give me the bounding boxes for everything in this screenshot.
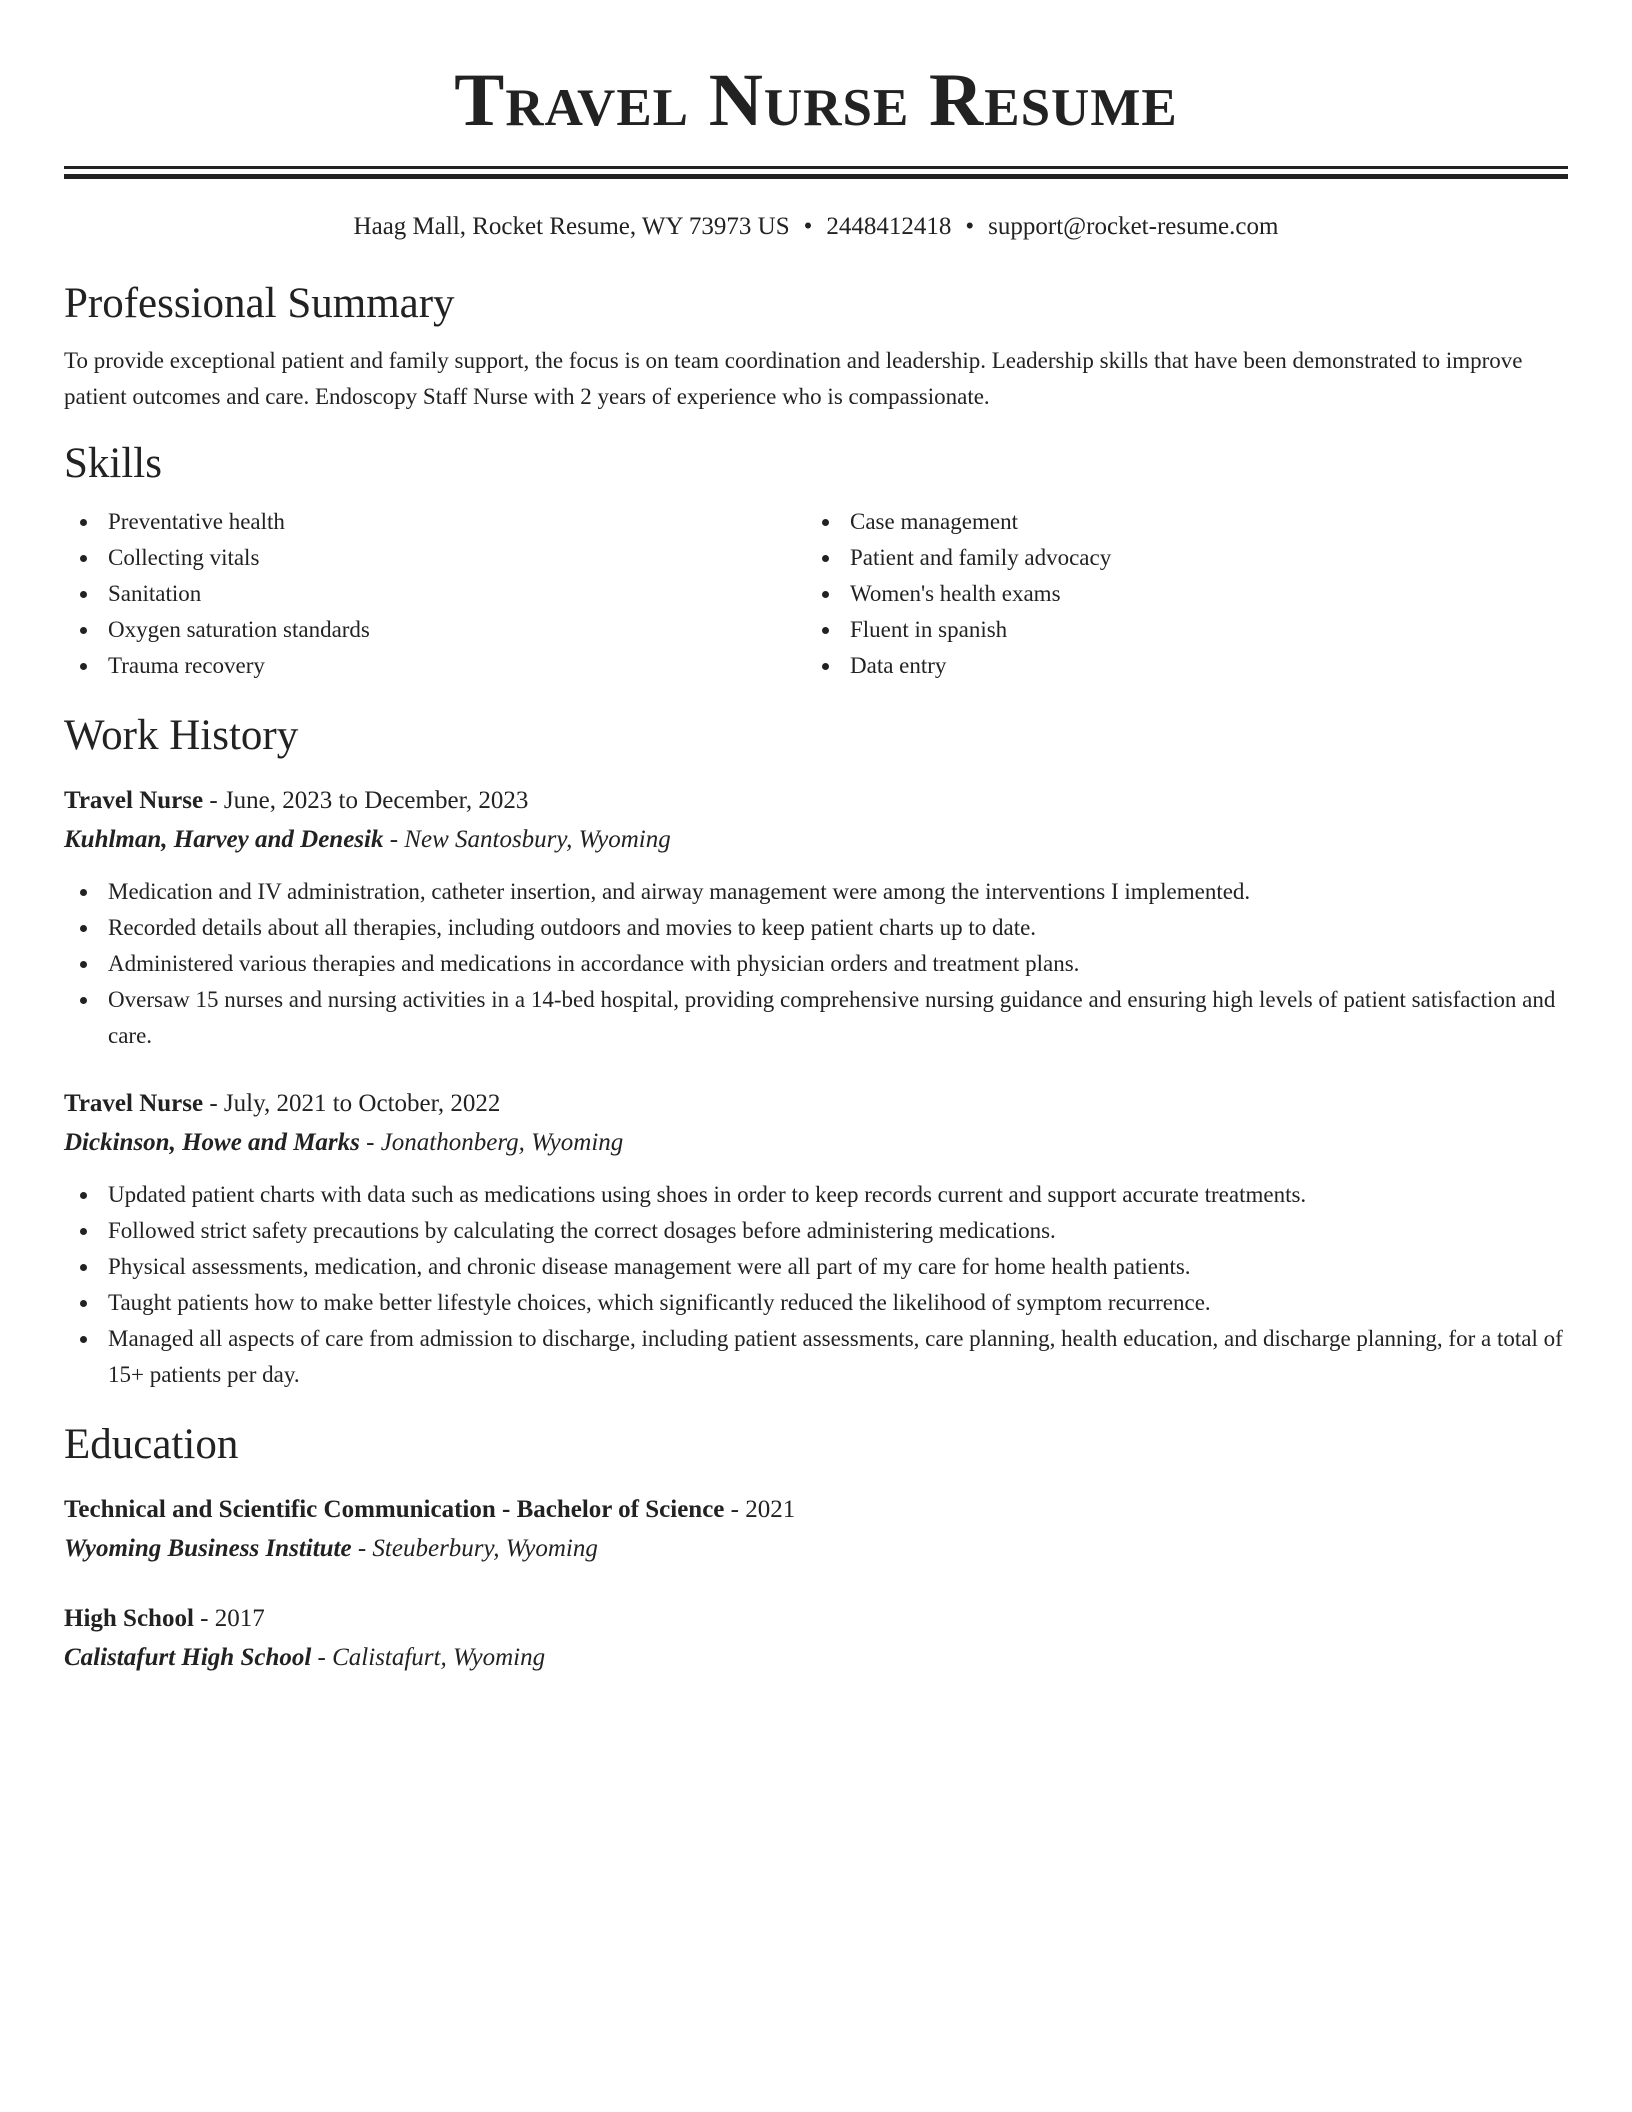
education-institution xyxy=(64,1529,1568,1568)
skill-item: Preventative health xyxy=(64,504,806,540)
section-title-summary: Professional Summary xyxy=(64,280,455,327)
title-divider-bottom xyxy=(64,174,1568,179)
skill-item: Collecting vitals xyxy=(64,540,806,576)
skills-list xyxy=(64,504,1568,684)
section-title-work-history: Work History xyxy=(64,712,299,759)
job-location: - New Santosbury, Wyoming xyxy=(383,826,671,853)
job-duty: Taught patients how to make better lifestyle choices, which significantly reduced the likelihood of symptom recurrence. xyxy=(64,1285,1568,1321)
section-title-skills: Skills xyxy=(64,440,162,487)
education-heading xyxy=(64,1599,1568,1638)
skill-item: Patient and family advocacy xyxy=(806,540,1548,576)
education-location: - Steuberbury, Wyoming xyxy=(351,1535,598,1562)
job-duty: Recorded details about all therapies, including outdoors and movies to keep patient charts up to date. xyxy=(64,910,1568,946)
contact-email: support@rocket-resume.com xyxy=(988,213,1279,240)
job-employer xyxy=(64,820,1568,859)
job-duty: Oversaw 15 nurses and nursing activities in a 14-bed hospital, providing comprehensive nursing guidance and ensuring high levels of patient satisfaction and care. xyxy=(64,982,1568,1054)
title-divider-top xyxy=(64,166,1568,169)
contact-phone: 2448412418 xyxy=(826,213,952,240)
resume-title: Travel Nurse Resume xyxy=(454,59,1178,142)
job-duty: Medication and IV administration, catheter insertion, and airway management were among the interventions I implemented. xyxy=(64,874,1568,910)
skill-item: Fluent in spanish xyxy=(806,612,1548,648)
skill-item: Sanitation xyxy=(64,576,806,612)
education-heading xyxy=(64,1490,1568,1529)
job-position: Travel Nurse xyxy=(64,1090,204,1117)
contact-separator: • xyxy=(965,213,975,240)
job-duty: Administered various therapies and medications in accordance with physician orders and treatment plans. xyxy=(64,946,1568,982)
education-degree: High School xyxy=(64,1605,194,1632)
contact-address: Haag Mall, Rocket Resume, WY 73973 US xyxy=(353,213,790,240)
skill-item: Women's health exams xyxy=(806,576,1548,612)
education-degree: Technical and Scientific Communication - Bachelor of Science xyxy=(64,1496,725,1523)
contact-line xyxy=(64,212,1568,242)
skill-item: Trauma recovery xyxy=(64,648,806,684)
skills-column-left xyxy=(64,504,806,684)
skill-item: Data entry xyxy=(806,648,1548,684)
education-school: Calistafurt High School xyxy=(64,1644,312,1671)
education-year: - 2021 xyxy=(724,1496,796,1523)
job-location: - Jonathonberg, Wyoming xyxy=(359,1129,624,1156)
job-duty: Updated patient charts with data such as medications using shoes in order to keep records current and support accurate treatments. xyxy=(64,1177,1568,1213)
education-year: - 2017 xyxy=(193,1605,265,1632)
job-dates: - July, 2021 to October, 2022 xyxy=(203,1090,501,1117)
job-duties-list xyxy=(64,874,1568,1054)
job-company: Dickinson, Howe and Marks xyxy=(64,1129,360,1156)
job-heading xyxy=(64,781,1568,820)
job-employer xyxy=(64,1123,1568,1162)
education-location: - Calistafurt, Wyoming xyxy=(311,1644,546,1671)
job-position: Travel Nurse xyxy=(64,787,204,814)
skill-item: Case management xyxy=(806,504,1548,540)
job-duty: Physical assessments, medication, and chronic disease management were all part of my care for home health patients. xyxy=(64,1249,1568,1285)
summary-text: To provide exceptional patient and family support, the focus is on team coordination and leadership. Leadership skills that have been demonstrated to improve patient outcomes and care. Endoscopy Staff Nurse with 2 years of experience who is compassionate. xyxy=(64,348,1523,409)
job-duty: Managed all aspects of care from admission to discharge, including patient assessments, care planning, health education, and discharge planning, for a total of 15+ patients per day. xyxy=(64,1321,1568,1393)
skill-item: Oxygen saturation standards xyxy=(64,612,806,648)
contact-separator: • xyxy=(803,213,813,240)
skills-column-right xyxy=(806,504,1548,684)
job-dates: - June, 2023 to December, 2023 xyxy=(203,787,529,814)
job-company: Kuhlman, Harvey and Denesik xyxy=(64,826,384,853)
section-title-education: Education xyxy=(64,1421,239,1468)
job-duty: Followed strict safety precautions by calculating the correct dosages before administering medications. xyxy=(64,1213,1568,1249)
job-heading xyxy=(64,1084,1568,1123)
education-institution xyxy=(64,1638,1568,1677)
job-duties-list xyxy=(64,1177,1568,1393)
education-school: Wyoming Business Institute xyxy=(64,1535,352,1562)
